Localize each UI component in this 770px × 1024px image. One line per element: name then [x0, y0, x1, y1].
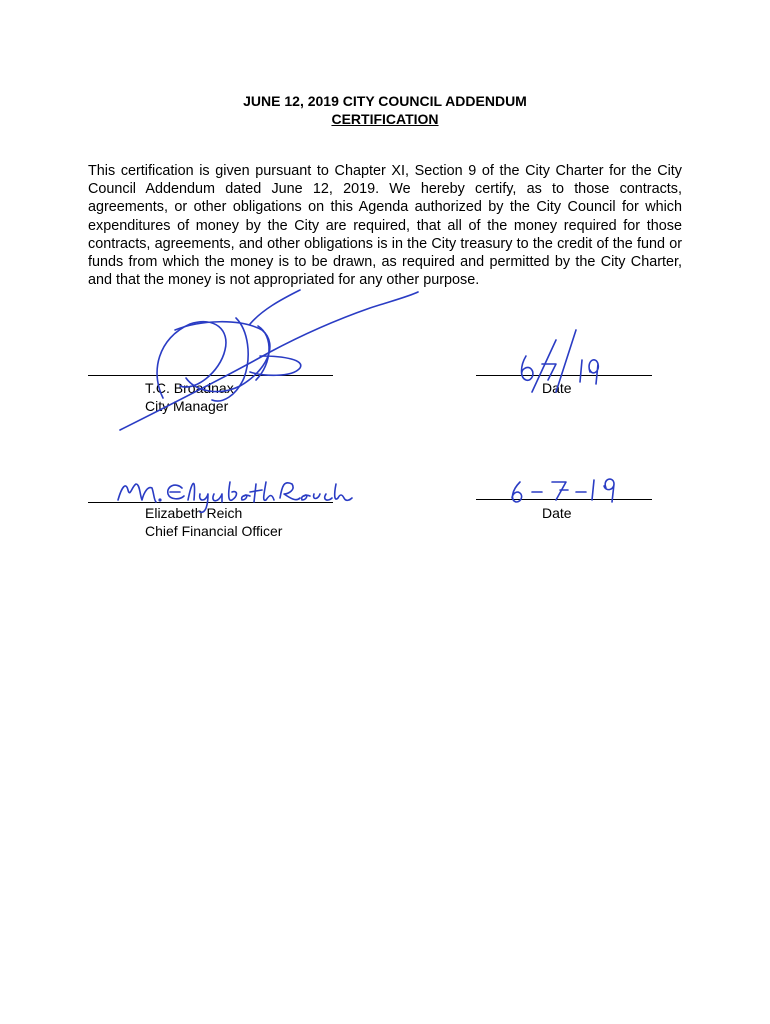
date-label-cfo: Date [542, 505, 572, 521]
date-line-city-manager [476, 375, 652, 376]
signature-line-city-manager [88, 375, 333, 376]
document-subtitle: CERTIFICATION [331, 111, 439, 127]
title-block [0, 92, 770, 128]
date-line-cfo [476, 499, 652, 500]
signatory-name-city-manager: T.C. Broadnax [145, 380, 234, 396]
signatory-title-cfo: Chief Financial Officer [145, 523, 283, 539]
signature-line-cfo [88, 502, 333, 503]
document-title: JUNE 12, 2019 CITY COUNCIL ADDENDUM [243, 93, 527, 109]
signatory-name-cfo: Elizabeth Reich [145, 505, 243, 521]
date-label-city-manager: Date [542, 380, 572, 396]
signatory-title-city-manager: City Manager [145, 398, 229, 414]
certification-paragraph: This certification is given pursuant to Chapter XI, Section 9 of the City Charter for the City Council Addendum dated June 12, 2019. We hereby certify, as to those contracts, agreements, or other obligations on this Agenda authorized by the City Council for which expenditures of money by the City are required, that all of the money required for those contracts, agreements, and other obligations is in the City treasury to the credit of the fund or funds from which the money is to be drawn, as required and permitted by the City Charter, and that the money is not appropriated for any other purpose. [88, 163, 682, 289]
